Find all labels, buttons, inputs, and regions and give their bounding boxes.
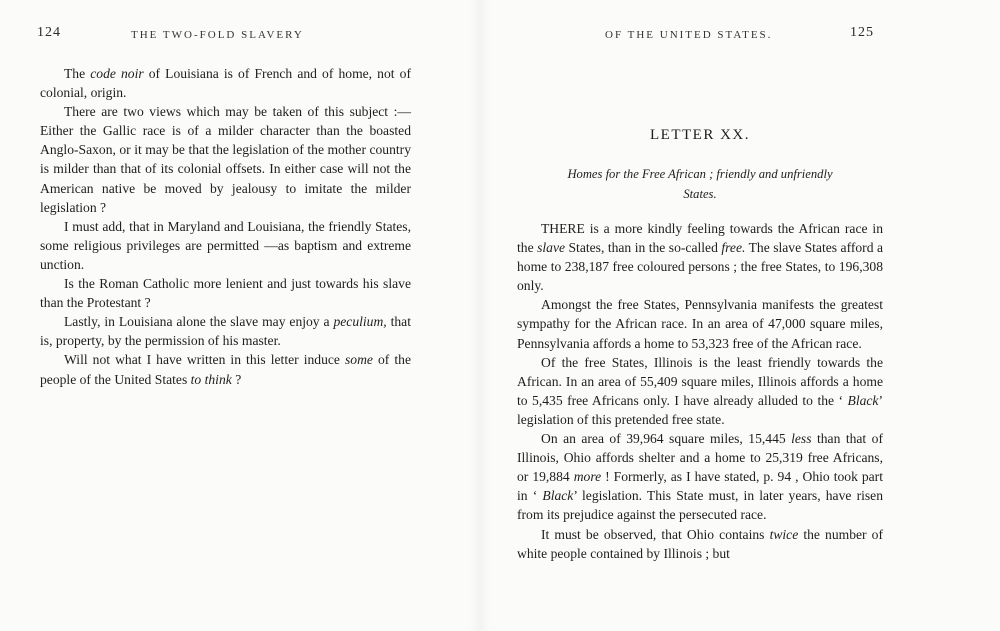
- text-run: ’ legislation of this pretended free state.: [517, 392, 883, 427]
- subtitle-line-2: States.: [683, 187, 717, 201]
- italic-text: to think: [190, 371, 232, 387]
- letter-title: LETTER XX.: [650, 127, 750, 143]
- paragraph: [517, 525, 883, 563]
- italic-text: free.: [721, 240, 746, 256]
- text-run: that is, property, by the permission of his master.: [40, 314, 411, 349]
- text-run: Will not what I have written in this letter induce: [64, 352, 345, 368]
- right-page: [490, 0, 1000, 631]
- text-run: ?: [231, 371, 242, 387]
- text-run: The slave States afford a home to 238,187 free coloured persons ; the free States, to 196,308 only.: [517, 240, 883, 294]
- italic-text: Black: [542, 488, 574, 504]
- right-page-body: [517, 219, 883, 563]
- left-running-head: THE TWO-FOLD SLAVERY: [131, 29, 304, 41]
- text-run: ! Formerly, as I have stated, p. 94 , Ohio took part in ‘: [517, 469, 883, 504]
- italic-text: code noir: [90, 66, 144, 81]
- text-run: Lastly, in Louisiana alone the slave may enjoy a: [64, 314, 334, 330]
- paragraph: [40, 217, 411, 274]
- paragraph: [517, 219, 883, 295]
- left-page: [0, 0, 470, 631]
- italic-text: some: [345, 352, 373, 368]
- paragraph: [517, 295, 883, 352]
- subtitle-line-1: Homes for the Free African ; friendly and unfriendly: [567, 167, 833, 181]
- text-run: I must add, that in Maryland and Louisiana, the friendly States, some religious privileges are permitted —as baptism and extreme unction.: [40, 218, 411, 272]
- right-running-head: OF THE UNITED STATES.: [605, 29, 773, 41]
- book-gutter: [470, 0, 490, 631]
- text-run: of Louisiana is of French and of home, not of colonial, origin.: [40, 66, 411, 101]
- italic-text: slave: [537, 240, 566, 256]
- paragraph: [40, 312, 411, 350]
- right-page-number: 125: [850, 25, 874, 40]
- italic-text: more: [573, 469, 602, 485]
- italic-text: Black: [847, 392, 879, 408]
- text-run: Of the free States, Illinois is the least friendly towards the African. In an area of 55,409 square miles, Illinois affords a home to 5,435 free Africans only. I have already alluded to the ‘: [517, 354, 883, 408]
- paragraph: [40, 350, 411, 388]
- letter-subtitle: [517, 164, 883, 204]
- paragraph: [40, 102, 411, 217]
- text-run: than that of Illinois, Ohio affords shelter and a home to 25,319 free Africans, or 19,884: [517, 431, 883, 485]
- paragraph: [517, 353, 883, 429]
- text-run: It must be observed, that Ohio contains: [541, 526, 770, 542]
- left-page-body: [40, 64, 411, 389]
- text-run: of the people of the United States: [40, 352, 411, 387]
- italic-text: twice: [769, 526, 799, 542]
- text-run: ’ legislation. This State must, in later years, have risen from its prejudice against the persecuted race.: [517, 488, 883, 523]
- paragraph: [40, 274, 411, 312]
- paragraph: [517, 429, 883, 524]
- text-run: the number of white people contained by Illinois ; but: [517, 526, 883, 561]
- text-run: There are two views which may be taken of this subject :—Either the Gallic race is of a milder character than the boasted Anglo-Saxon, or it may be that the legislation of the mother country is milder than that of its colonial offsets. In either case will not the American native be moved by jealousy to imitate the milder legislation ?: [40, 104, 411, 215]
- text-run: States, than in the so-called: [565, 240, 722, 256]
- text-run: The: [64, 66, 91, 81]
- text-run: Is the Roman Catholic more lenient and just towards his slave than the Protestant ?: [40, 276, 411, 311]
- text-run: THERE is a more kindly feeling towards the African race in the: [517, 221, 883, 256]
- italic-text: less: [791, 431, 812, 447]
- left-page-number: 124: [37, 25, 61, 40]
- paragraph: [40, 64, 411, 102]
- text-run: On an area of 39,964 square miles, 15,445: [541, 431, 792, 447]
- text-run: Amongst the free States, Pennsylvania manifests the greatest sympathy for the African race. In an area of 47,000 square miles, Pennsylvania affords a home to 53,323 free of the African race.: [517, 297, 883, 351]
- italic-text: peculium,: [333, 314, 387, 330]
